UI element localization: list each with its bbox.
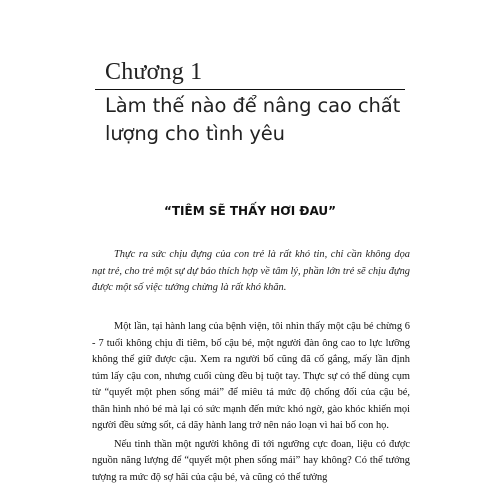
body-text [92,319,410,486]
intro-passage [92,247,410,297]
intro-paragraph: Thực ra sức chịu đựng của con trẻ là rất khó tin, chỉ cần không dọa nạt trẻ, cho trẻ một sự dự báo thích hợp về tâm lý, phần lớn trẻ sẽ chịu đựng được một số việc tưởng chừng là rất khó khăn. [92,249,410,293]
body-paragraph-1: Một lần, tại hành lang của bệnh viện, tôi nhìn thấy một cậu bé chừng 6 - 7 tuổi không chịu đi tiêm, bố cậu bé, một người đàn ông cao to lực lưỡng không thể giữ được cậu. Xem ra người bố cũng đã cố gắng, mấy lần định túm lấy cậu con, nhưng cuối cùng đều bị tuột tay. Thực sự có thể dùng cụm từ “quyết một phen sống mái” để miêu tả mức độ chống đối của cậu bé, thân hình nhỏ bé mà lại có sức mạnh đến mức khó ngờ, gào khóc khiến mọi người đều sửng sốt, cả dãy hành lang trở nên náo loạn vì hai bố con họ. [92,321,410,431]
body-paragraph-2: Nếu tinh thần một người không đi tới ngưỡng cực đoan, liệu có được nguồn năng lượng để “quyết một phen sống mái” hay không? Có thể tưởng tượng ra mức độ sợ hãi của cậu bé, và cũng có thể tưởng [92,438,410,483]
section-heading: “TIÊM SẼ THẤY HƠI ĐAU” [163,204,337,218]
chapter-divider [95,89,405,90]
chapter-label: Chương 1 [105,59,203,85]
chapter-title: Làm thế nào để nâng cao chất lượng cho tình yêu [105,94,401,145]
